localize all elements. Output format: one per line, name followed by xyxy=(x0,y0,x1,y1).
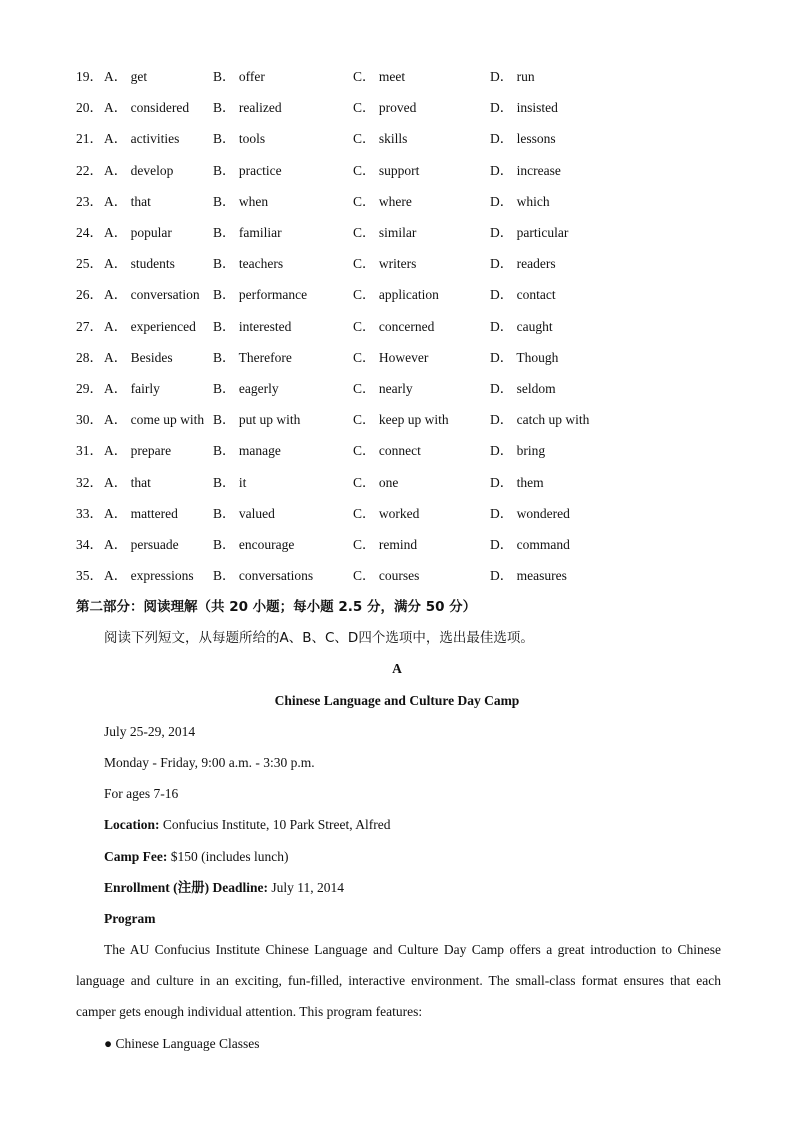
option-c: C． concerned xyxy=(353,318,435,334)
option-a: A． come up with xyxy=(104,412,205,428)
bullet-item: ● Chinese Language Classes xyxy=(104,1036,260,1051)
question-number: 31． xyxy=(76,443,103,459)
option-d: D． readers xyxy=(490,256,556,272)
option-c: C． However xyxy=(353,349,429,365)
option-d: D． bring xyxy=(490,443,546,459)
option-a: A． experienced xyxy=(104,318,196,334)
option-a: A． Besides xyxy=(104,349,173,365)
question-number: 33． xyxy=(76,505,103,521)
option-b: B． tools xyxy=(213,131,266,147)
option-c: C． courses xyxy=(353,568,420,584)
option-b: B． performance xyxy=(213,287,308,303)
program-paragraph: The AU Confucius Institute Chinese Language and Culture Day Camp offers a great introduction to Chinese language and culture in an exciting, fun-filled, interactive environment. The small-class format ensures that each camper gets enough individual attention. This program features: xyxy=(76,942,721,1020)
option-b: B． it xyxy=(213,474,247,490)
option-b: B． practice xyxy=(213,162,282,178)
option-b: B． realized xyxy=(213,100,282,116)
option-d: D． measures xyxy=(490,568,567,584)
option-a: A． persuade xyxy=(104,537,179,552)
option-c: C． support xyxy=(353,162,420,178)
deadline-label: Enrollment (注册) Deadline: xyxy=(104,880,268,895)
enrollment-deadline xyxy=(104,878,344,898)
option-c: C． where xyxy=(353,193,412,209)
option-b: B． interested xyxy=(213,318,292,334)
option-d: D． contact xyxy=(490,287,556,303)
option-d: D． run xyxy=(490,69,535,84)
passage-letter: A xyxy=(392,661,402,676)
question-number: 27． xyxy=(76,318,103,334)
passage-title: Chinese Language and Culture Day Camp xyxy=(274,693,520,708)
option-a: A． activities xyxy=(104,131,180,147)
question-number: 34． xyxy=(76,537,103,552)
option-d: D． them xyxy=(490,474,544,490)
option-a: A． get xyxy=(104,69,148,84)
location-label: Location: xyxy=(104,817,160,832)
option-d: D． particular xyxy=(490,225,569,240)
option-a: A． that xyxy=(104,474,151,490)
deadline-value: July 11, 2014 xyxy=(268,880,345,895)
option-b: B． encourage xyxy=(213,537,295,552)
option-d: D． which xyxy=(490,193,550,209)
question-number: 21． xyxy=(76,131,103,147)
option-c: C． worked xyxy=(353,505,420,521)
option-a: A． fairly xyxy=(104,381,160,396)
section-title: 第二部分：阅读理解（共 20 小题；每小题 2.5 分，满分 50 分） xyxy=(76,599,477,615)
question-number: 26． xyxy=(76,287,103,303)
question-number: 24． xyxy=(76,225,103,240)
question-number: 28． xyxy=(76,349,103,365)
option-b: B． manage xyxy=(213,443,281,459)
option-b: B． when xyxy=(213,193,269,209)
option-c: C． nearly xyxy=(353,381,413,396)
option-b: B． Therefore xyxy=(213,349,292,365)
question-number: 22． xyxy=(76,162,103,178)
question-number: 23． xyxy=(76,193,103,209)
option-c: C． similar xyxy=(353,225,417,240)
option-a: A． considered xyxy=(104,100,190,116)
section-instruction: 阅读下列短文，从每题所给的A、B、C、D四个选项中，选出最佳选项。 xyxy=(104,630,534,646)
question-number: 25． xyxy=(76,256,103,272)
option-d: D． wondered xyxy=(490,505,570,521)
question-number: 30． xyxy=(76,412,103,428)
option-a: A． develop xyxy=(104,162,174,178)
option-d: D． lessons xyxy=(490,131,556,147)
option-b: B． teachers xyxy=(213,256,284,272)
option-c: C． keep up with xyxy=(353,412,449,428)
option-d: D． insisted xyxy=(490,100,558,116)
question-number: 29． xyxy=(76,381,103,396)
question-number: 20． xyxy=(76,100,103,116)
camp-ages: For ages 7-16 xyxy=(104,786,179,801)
camp-location xyxy=(104,815,390,835)
question-number: 32． xyxy=(76,474,103,490)
camp-fee xyxy=(104,847,288,867)
option-b: B． valued xyxy=(213,505,275,521)
fee-label: Camp Fee: xyxy=(104,849,168,864)
option-a: A． mattered xyxy=(104,505,178,521)
option-b: B． put up with xyxy=(213,412,301,428)
question-number: 35． xyxy=(76,568,103,584)
option-b: B． conversations xyxy=(213,568,314,584)
program-heading: Program xyxy=(104,911,156,926)
option-a: A． expressions xyxy=(104,568,194,584)
option-b: B． offer xyxy=(213,69,265,84)
option-b: B． eagerly xyxy=(213,381,279,396)
option-c: C． connect xyxy=(353,443,421,459)
option-d: D． caught xyxy=(490,318,553,334)
option-d: D． seldom xyxy=(490,381,556,396)
option-a: A． popular xyxy=(104,225,172,240)
option-c: C． application xyxy=(353,287,439,303)
question-number: 19． xyxy=(76,69,103,84)
option-d: D． command xyxy=(490,537,570,552)
option-c: C． skills xyxy=(353,131,408,147)
option-a: A． conversation xyxy=(104,287,200,303)
fee-value: $150 (includes lunch) xyxy=(167,849,289,864)
option-c: C． proved xyxy=(353,100,417,116)
option-a: A． that xyxy=(104,193,151,209)
option-c: C． one xyxy=(353,474,399,490)
option-c: C． remind xyxy=(353,537,418,552)
option-c: C． writers xyxy=(353,256,417,272)
option-d: D． increase xyxy=(490,162,561,178)
camp-dates: July 25-29, 2014 xyxy=(104,724,196,739)
option-b: B． familiar xyxy=(213,225,282,240)
option-a: A． students xyxy=(104,256,175,272)
option-d: D． Though xyxy=(490,349,559,365)
option-d: D． catch up with xyxy=(490,412,590,428)
camp-hours: Monday - Friday, 9:00 a.m. - 3:30 p.m. xyxy=(104,755,315,770)
option-a: A． prepare xyxy=(104,443,172,459)
location-value: Confucius Institute, 10 Park Street, Alfred xyxy=(159,817,391,832)
option-c: C． meet xyxy=(353,69,406,84)
